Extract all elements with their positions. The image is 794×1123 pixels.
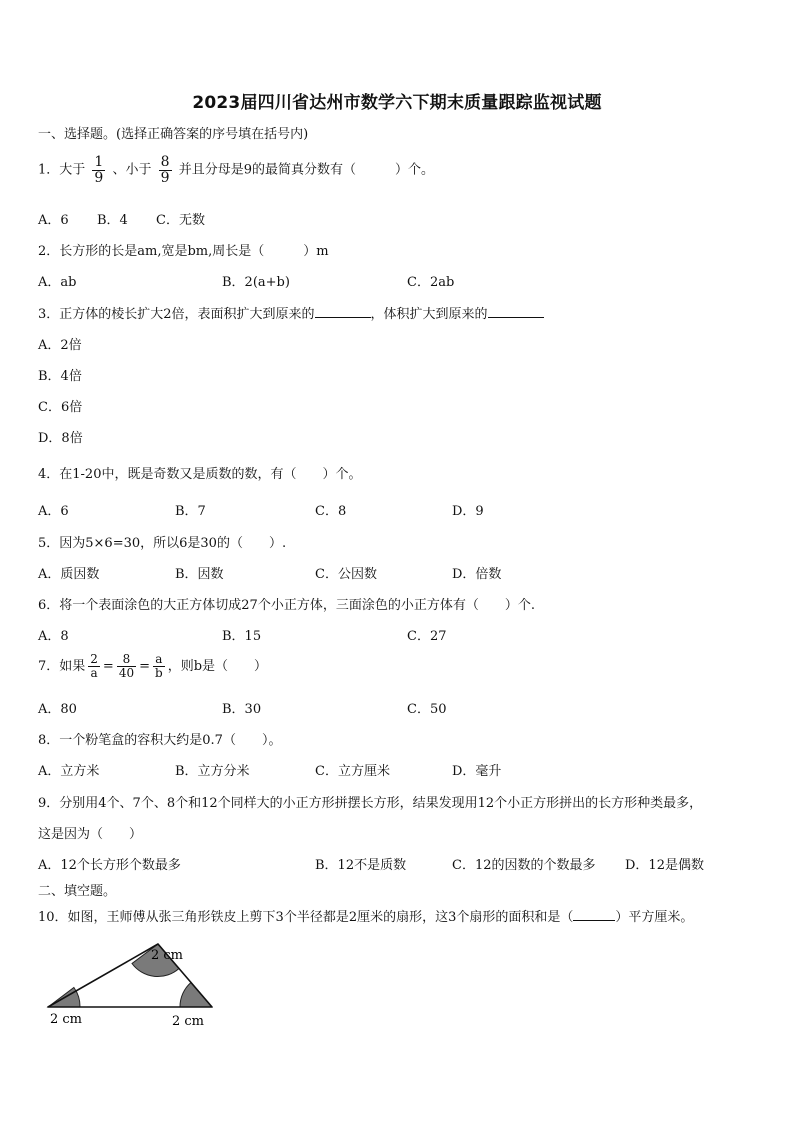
- q3-option-d: D．8倍: [38, 431, 83, 446]
- q2-option-c: C．2ab: [407, 275, 455, 290]
- equals-sign: =: [102, 659, 114, 674]
- fraction-a-b: $\frac{a}{b}$: [155, 652, 163, 680]
- fraction-1-9: $\frac{1}{9}$: [94, 154, 104, 186]
- q5-option-b: B．因数: [175, 567, 224, 582]
- q7-option-c: C．50: [407, 702, 447, 717]
- triangle-sectors-figure: [40, 935, 230, 1030]
- q5-option-c: C．公因数: [315, 567, 377, 582]
- label-right: 2 cm: [172, 1014, 205, 1029]
- fraction-8-40: $\frac{8}{40}$: [118, 652, 135, 680]
- question-3: [38, 303, 544, 322]
- question-4: 4．在1-20中，既是奇数又是质数的数，有（ ）个。: [38, 467, 362, 482]
- q8-option-a: A．立方米: [38, 764, 100, 779]
- q1-text-pre: 1．大于: [38, 162, 86, 178]
- q10-text-pre: 10．如图，王师傅从张三角形铁皮上剪下3个半径都是2厘米的扇形，这3个扇形的面积和是（: [38, 910, 574, 925]
- q7-option-b: B．30: [222, 702, 262, 717]
- question-10: [38, 906, 693, 925]
- q1-option-c: C．无数: [156, 213, 205, 228]
- fraction-8-9: $\frac{8}{9}$: [160, 154, 170, 186]
- question-1: [38, 155, 434, 185]
- q4-option-c: C．8: [315, 504, 347, 519]
- q7-text-post: ，则b是（ ）: [167, 659, 268, 674]
- fraction-2-a: $\frac{2}{a}$: [90, 652, 98, 680]
- q6-option-a: A．8: [38, 629, 69, 644]
- q9-option-d: D．12是偶数: [625, 858, 704, 873]
- q8-option-d: D．毫升: [452, 764, 502, 779]
- q10-text-post: ）平方厘米。: [615, 910, 694, 925]
- q2-option-b: B．2(a+b): [222, 275, 290, 290]
- q9-option-c: C．12的因数的个数最多: [452, 858, 596, 873]
- q4-option-b: B．7: [175, 504, 206, 519]
- q1-option-b: B．4: [97, 213, 128, 228]
- q1-text-post: 并且分母是9的最简真分数有（ ）个。: [178, 162, 434, 178]
- q3-option-a: A．2倍: [38, 338, 82, 353]
- question-6: 6．将一个表面涂色的大正方体切成27个小正方体，三面涂色的小正方体有（ ）个.: [38, 598, 535, 613]
- q5-option-a: A．质因数: [38, 567, 100, 582]
- q8-option-b: B．立方分米: [175, 764, 250, 779]
- q1-option-a: A．6: [38, 213, 69, 228]
- label-left: 2 cm: [50, 1012, 83, 1027]
- q10-blank[interactable]: [573, 908, 615, 921]
- q5-option-d: D．倍数: [452, 567, 502, 582]
- question-2: 2．长方形的长是am,宽是bm,周长是（ ）m: [38, 244, 329, 259]
- question-7: [38, 652, 267, 682]
- q6-option-c: C．27: [407, 629, 447, 644]
- q3-option-c: C．6倍: [38, 400, 83, 415]
- q3-option-b: B．4倍: [38, 369, 82, 384]
- label-top: 2 cm: [151, 948, 184, 963]
- equals-sign: =: [139, 659, 151, 674]
- q4-option-d: D．9: [452, 504, 484, 519]
- q1-text-mid: 、小于: [112, 162, 152, 178]
- q3-blank-2[interactable]: [488, 305, 544, 318]
- section-fill-heading: 二、填空题。: [38, 884, 117, 899]
- sector-right: [180, 982, 212, 1007]
- q8-option-c: C．立方厘米: [315, 764, 390, 779]
- q2-option-a: A．ab: [38, 275, 77, 290]
- question-9-line-1: 9．分别用4个、7个、8个和12个同样大的小正方形拼摆长方形，结果发现用12个小正方形拼出的长方形种类最多，: [38, 796, 703, 811]
- q3-text-mid: ，体积扩大到原来的: [370, 307, 488, 322]
- q3-blank-1[interactable]: [315, 305, 371, 318]
- q6-option-b: B．15: [222, 629, 262, 644]
- question-8: 8．一个粉笔盒的容积大约是0.7（ ）。: [38, 733, 282, 748]
- q7-text-pre: 7．如果: [38, 659, 86, 674]
- q3-text-pre: 3．正方体的棱长扩大2倍，表面积扩大到原来的: [38, 307, 315, 322]
- q9-option-a: A．12个长方形个数最多: [38, 858, 181, 873]
- question-5: 5．因为5×6=30，所以6是30的（ ）.: [38, 536, 287, 551]
- page-title: 2023届四川省达州市数学六下期末质量跟踪监视试题: [192, 93, 602, 113]
- question-9-line-2: 这是因为（ ）: [38, 827, 143, 842]
- q9-option-b: B．12不是质数: [315, 858, 407, 873]
- section-choice-heading: 一、选择题。(选择正确答案的序号填在括号内): [38, 127, 309, 142]
- q4-option-a: A．6: [38, 504, 69, 519]
- q7-option-a: A．80: [38, 702, 77, 717]
